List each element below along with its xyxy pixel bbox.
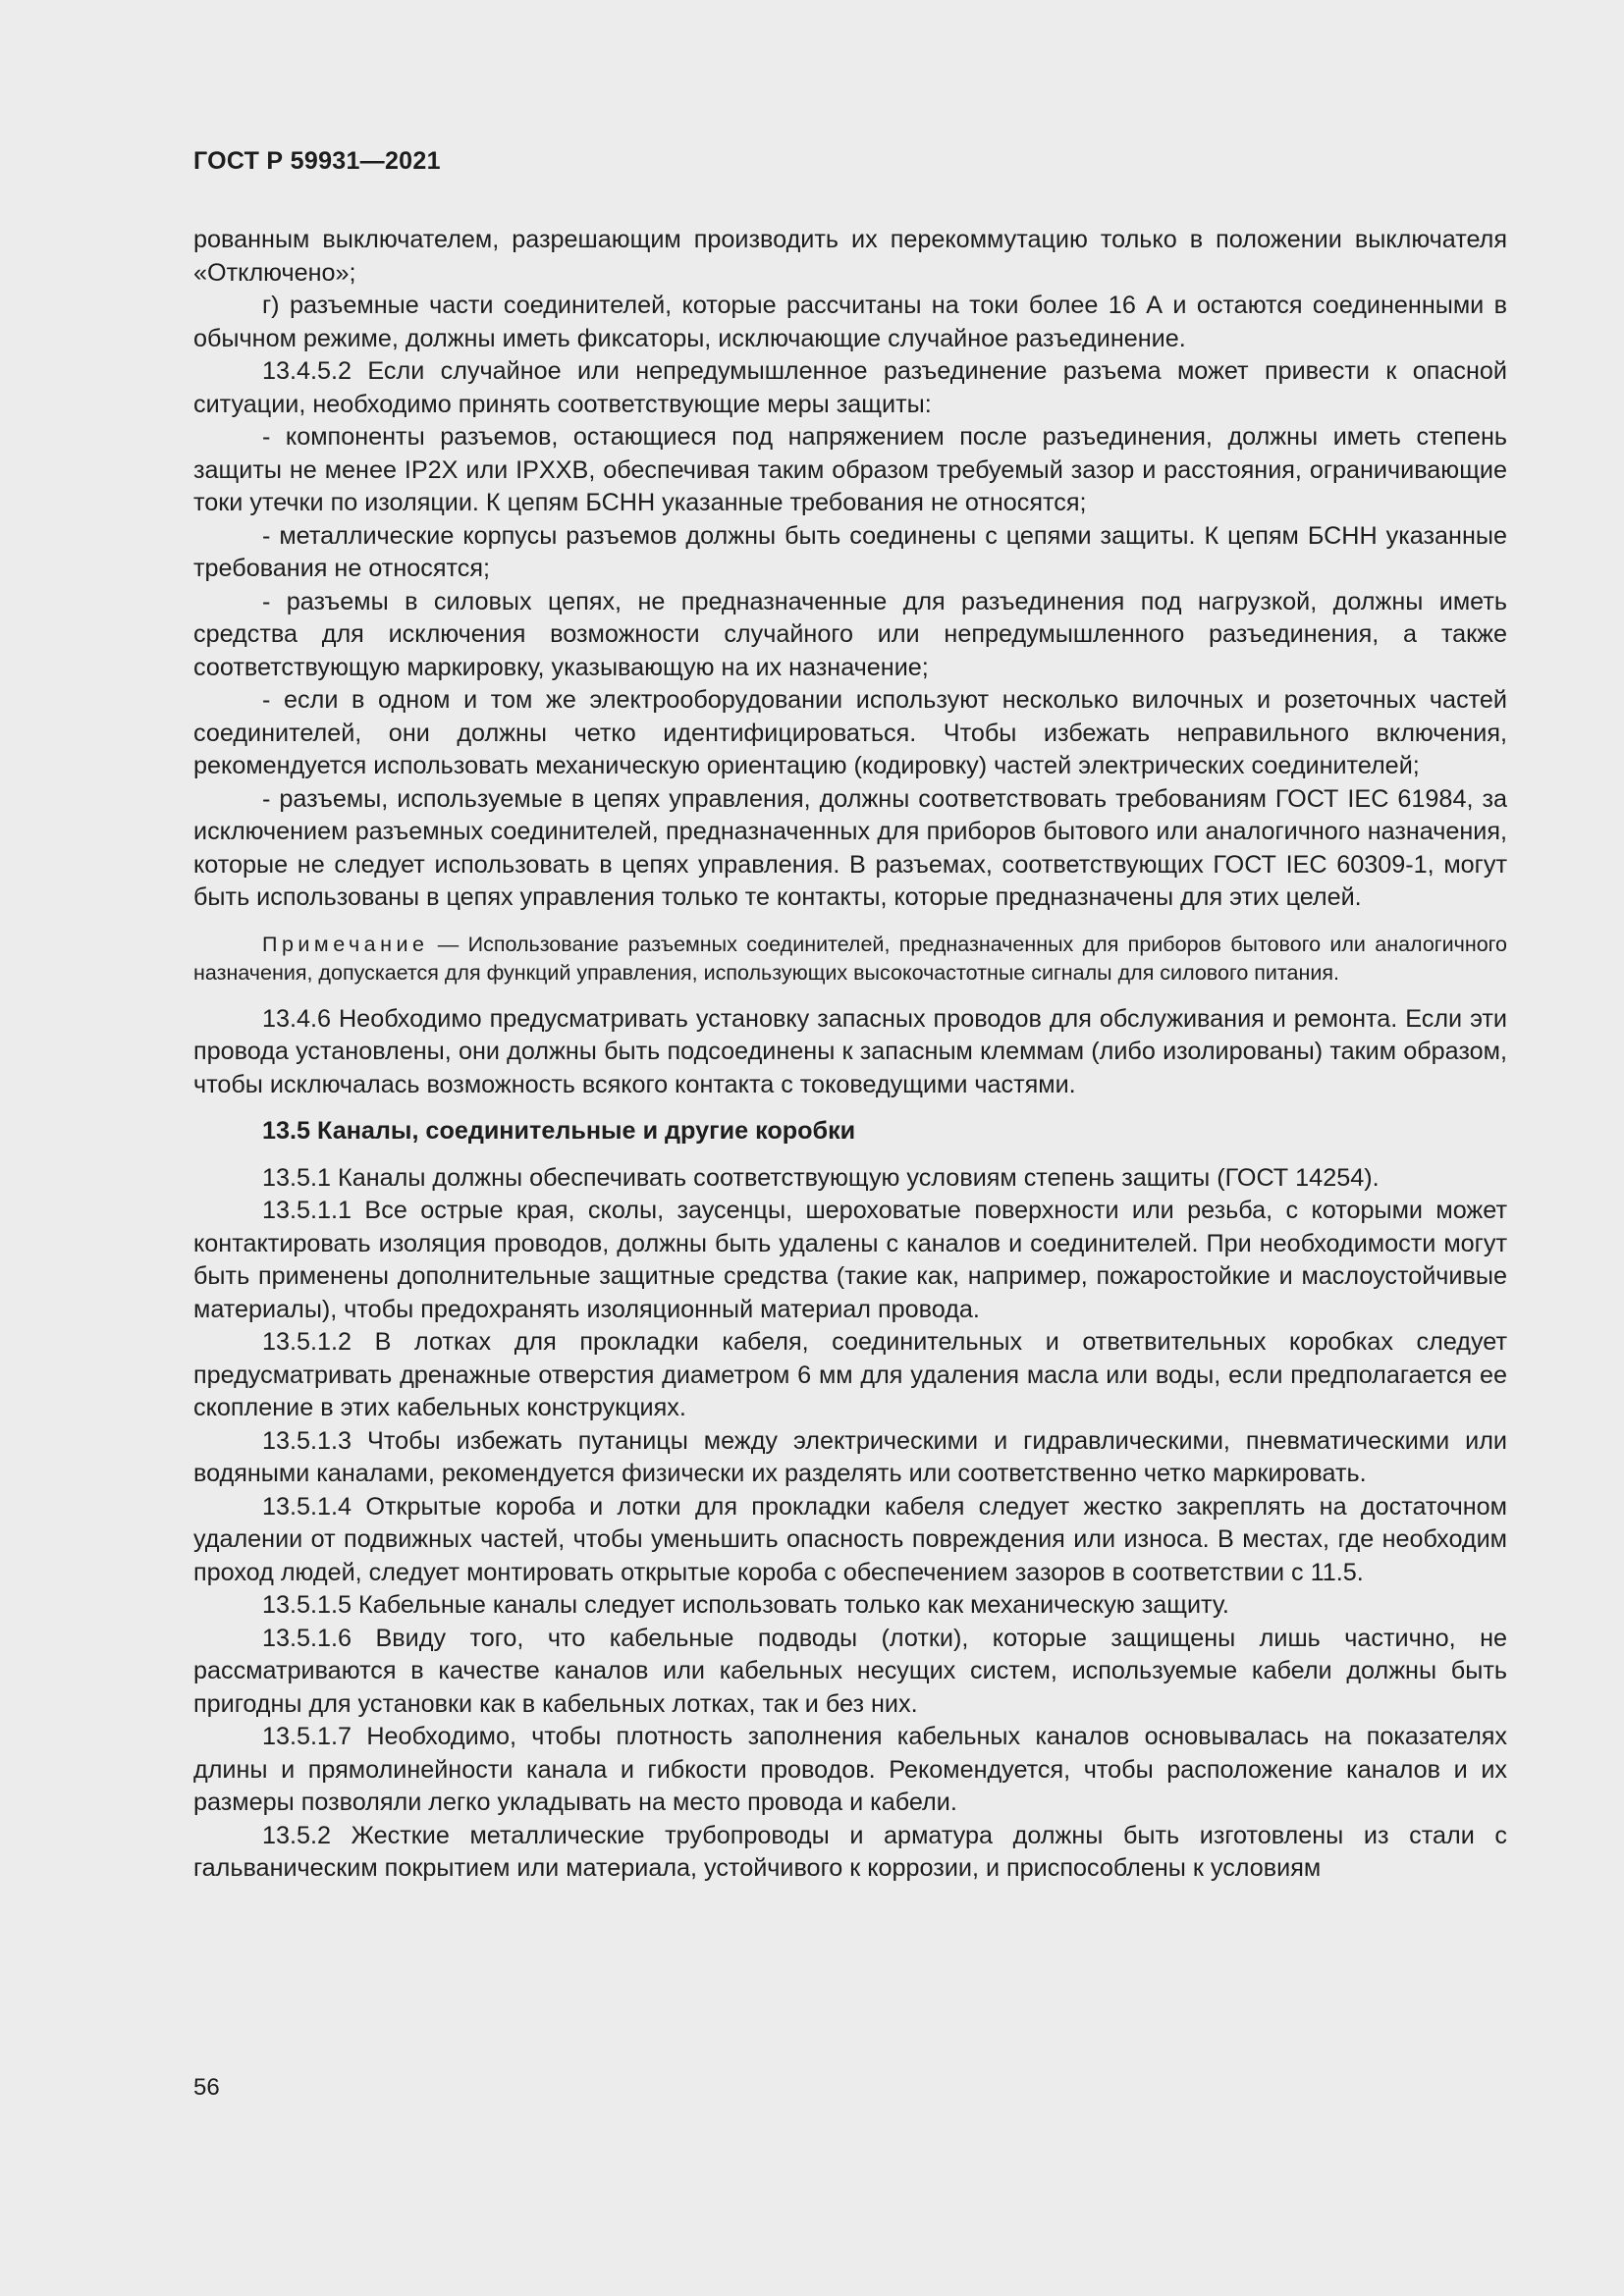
note-label: Примечание xyxy=(262,932,429,956)
note xyxy=(193,931,1507,988)
paragraph: 13.5.1.6 Ввиду того, что кабельные подводы (лотки), которые защищены лишь частично, не рассматриваются в качестве каналов или кабельных несущих систем, используемые кабели должны быть пригодны для установки как в кабельных лотках, так и без них. xyxy=(193,1624,1507,1718)
note-text: — Использование разъемных соединителей, предназначенных для приборов бытового или аналогичного назначения, допускается для функций управления, использующих высокочастотные сигналы для силового питания. xyxy=(193,932,1507,985)
page-number: 56 xyxy=(193,2074,220,2101)
paragraph: 13.4.5.2 Если случайное или непредумышленное разъединение разъема может привести к опасной ситуации, необходимо принять соответствующие меры защиты: xyxy=(193,357,1507,418)
paragraph: рованным выключателем, разрешающим производить их перекоммутацию только в положении выключателя «Отключено»; xyxy=(193,226,1507,287)
paragraph: 13.5.1.1 Все острые края, сколы, заусенцы, шероховатые поверхности или резьба, с которыми может контактировать изоляция проводов, должны быть удалены с каналов и соединителей. При необходимости могут быть применены дополнительные защитные средства (такие как, например, пожаростойкие и маслоустойчивые материалы), чтобы предохранять изоляционный материал провода. xyxy=(193,1197,1507,1323)
paragraph: 13.5.1.3 Чтобы избежать путаницы между электрическими и гидравлическими, пневматическими или водяными каналами, рекомендуется физически их разделять или соответственно четко маркировать. xyxy=(193,1426,1507,1487)
paragraph: 13.4.6 Необходимо предусматривать установку запасных проводов для обслуживания и ремонта. Если эти провода установлены, они должны быть подсоединены к запасным клеммам (либо изолированы) таким образом, чтобы исключалась возможность всякого контакта с токоведущими частями. xyxy=(193,1004,1507,1098)
section-title: 13.5 Каналы, соединительные и другие коробки xyxy=(262,1117,856,1145)
page-header-standard-code: ГОСТ Р 59931—2021 xyxy=(193,147,441,175)
paragraph: 13.5.1.4 Открытые короба и лотки для прокладки кабеля следует жестко закреплять на достаточном удалении от подвижных частей, чтобы уменьшить опасность повреждения или износа. В местах, где необходим проход людей, следует монтировать открытые короба с обеспечением зазоров в соответствии с 11.5. xyxy=(193,1492,1507,1586)
document-body xyxy=(193,224,1507,1886)
paragraph: 13.5.1 Каналы должны обеспечивать соответствующую условиям степень защиты (ГОСТ 14254). xyxy=(262,1163,1380,1192)
list-item: - компоненты разъемов, остающиеся под напряжением после разъединения, должны иметь степень защиты не менее IP2X или IPXXB, обеспечивая таким образом требуемый зазор и расстояния, ограничивающие токи утечки по изоляции. К цепям БСНН указанные требования не относятся; xyxy=(193,423,1507,516)
paragraph: 13.5.1.7 Необходимо, чтобы плотность заполнения кабельных каналов основывалась на показателях длины и прямолинейности канала и гибкости проводов. Рекомендуется, чтобы расположение каналов и их размеры позволяли легко укладывать на место провода и кабели. xyxy=(193,1723,1507,1816)
paragraph: 13.5.1.5 Кабельные каналы следует использовать только как механическую защиту. xyxy=(262,1591,1229,1619)
list-item: - металлические корпусы разъемов должны быть соединены с цепями защиты. К цепям БСНН указанные требования не относятся; xyxy=(193,521,1507,582)
list-item: - разъемы, используемые в цепях управления, должны соответствовать требованиям ГОСТ IEC 61984, за исключением разъемных соединителей, предназначенных для приборов бытового или аналогичного назначения, которые не следует использовать в цепях управления. В разъемах, соответствующих ГОСТ IEC 60309-1, могут быть использованы в цепях управления только те контакты, которые предназначены для этих целей. xyxy=(193,784,1507,911)
paragraph: 13.5.2 Жесткие металлические трубопроводы и арматура должны быть изготовлены из стали с гальваническим покрытием или материала, устойчивого к коррозии, и приспособлены к условиям xyxy=(193,1821,1507,1882)
list-item: - разъемы в силовых цепях, не предназначенные для разъединения под нагрузкой, должны иметь средства для исключения возможности случайного или непредумышленного разъединения, а также соответствующую маркировку, указывающую на их назначение; xyxy=(193,587,1507,681)
paragraph: 13.5.1.2 В лотках для прокладки кабеля, соединительных и ответвительных коробках следует предусматривать дренажные отверстия диаметром 6 мм для удаления масла или воды, если предполагается ее скопление в этих кабельных конструкциях. xyxy=(193,1328,1507,1421)
paragraph: г) разъемные части соединителей, которые рассчитаны на токи более 16 А и остаются соединенными в обычном режиме, должны иметь фиксаторы, исключающие случайное разъединение. xyxy=(193,292,1507,352)
list-item: - если в одном и том же электрооборудовании используют несколько вилочных и розеточных частей соединителей, они должны четко идентифицироваться. Чтобы избежать неправильного включения, рекомендуется использовать механическую ориентацию (кодировку) частей электрических соединителей; xyxy=(193,686,1507,779)
